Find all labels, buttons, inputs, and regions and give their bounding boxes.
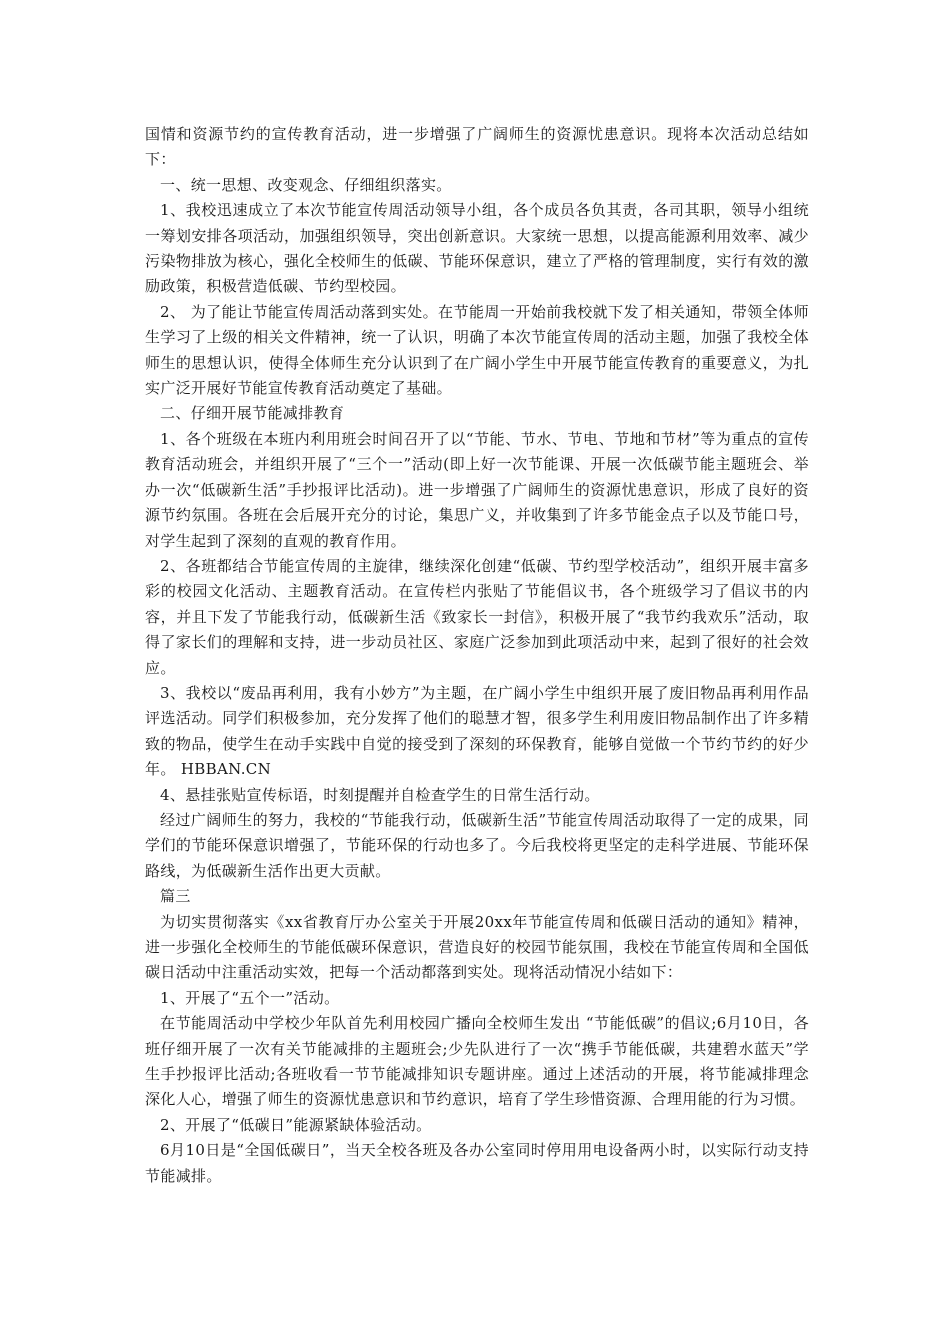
paragraph-2-3: 3、我校以“废品再利用，我有小妙方”为主题，在广阔小学生中组织开展了废旧物品再利用作品评选活动。同学们积极参加，充分发挥了他们的聪慧才智，很多学生利用废旧物品制作出了许多精致的物品，使学生在动手实践中自觉的接受到了深刻的环保教育，能够自觉做一个节约节约的好少年。 HBBAN.CN	[145, 683, 809, 779]
section-heading-1: 一、统一思想、改变观念、仔细组织落实。	[160, 175, 452, 194]
paragraph-1-1: 1、我校迅速成立了本次节能宣传周活动领导小组，各个成员各负其责，各司其职，领导小组统一筹划安排各项活动，加强组织领导，突出创新意识。大家统一思想，以提高能源利用效率、减少污染物排放为核心，强化全校师生的低碳、节能环保意识，建立了严格的管理制度，实行有效的激励政策，积极营造低碳、节约型校园。	[145, 201, 809, 296]
paragraph-part3-item-2: 2、开展了“低碳日”能源紧缺体验活动。	[160, 1115, 432, 1134]
document-body	[145, 122, 809, 1189]
paragraph-part3-intro: 为切实贯彻落实《xx省教育厅办公室关于开展20xx年节能宣传周和低碳日活动的通知》精神，进一步强化全校师生的节能低碳环保意识，营造良好的校园节能氛围，我校在节能宣传周和全国低碳日活动中注重活动实效，把每一个活动都落到实处。现将活动情况小结如下：	[145, 912, 809, 982]
paragraph-part3-item-2-body: 6月10日是“全国低碳日”，当天全校各班及各办公室同时停用用电设备两小时，以实际行动支持节能减排。	[145, 1141, 809, 1185]
paragraph-intro-continued: 国情和资源节约的宣传教育活动，进一步增强了广阔师生的资源忧患意识。现将本次活动总结如下：	[145, 125, 809, 169]
section-heading-2: 二、仔细开展节能减排教育	[160, 404, 345, 423]
paragraph-conclusion: 经过广阔师生的努力，我校的“节能我行动，低碳新生活”节能宣传周活动取得了一定的成果，同学们的节能环保意识增强了，节能环保的行动也多了。今后我校将更坚定的走科学进展、节能环保路线，为低碳新生活作出更大贡献。	[145, 810, 809, 880]
paragraph-2-1: 1、各个班级在本班内利用班会时间召开了以“节能、节水、节电、节地和节材”等为重点的宣传教育活动班会，并组织开展了“三个一”活动(即上好一次节能课、开展一次低碳节能主题班会、举办一次“低碳新生活”手抄报评比活动)。进一步增强了广阔师生的资源忧患意识，形成了良好的资源节约氛围。各班在会后展开充分的讨论，集思广义，并收集到了许多节能金点子以及节能口号，对学生起到了深刻的直观的教育作用。	[145, 429, 809, 550]
part-heading-3: 篇三	[160, 887, 191, 906]
paragraph-part3-item-1: 1、开展了“五个一”活动。	[160, 988, 340, 1007]
paragraph-2-2: 2、各班都结合节能宣传周的主旋律，继续深化创建“低碳、节约型学校活动”，组织开展丰富多彩的校园文化活动、主题教育活动。在宣传栏内张贴了节能倡议书，各个班级学习了倡议书的内容，并且下发了节能我行动，低碳新生活《致家长一封信》，积极开展了“我节约我欢乐”活动，取得了家长们的理解和支持，进一步动员社区、家庭广泛参加到此项活动中来，起到了很好的社会效应。	[145, 556, 809, 677]
paragraph-1-2: 2、 为了能让节能宣传周活动落到实处。在节能周一开始前我校就下发了相关通知，带领全体师生学习了上级的相关文件精神，统一了认识，明确了本次节能宣传周的活动主题，加强了我校全体师生的思想认识，使得全体师生充分认识到了在广阔小学生中开展节能宣传教育的重要意义，为扎实广泛开展好节能宣传教育活动奠定了基础。	[145, 302, 809, 398]
paragraph-part3-item-1-body: 在节能周活动中学校少年队首先利用校园广播向全校师生发出 “节能低碳”的倡议;6月10日，各班仔细开展了一次有关节能减排的主题班会;少先队进行了一次“携手节能低碳，共建碧水蓝天”学生手抄报评比活动;各班收看一节节能减排知识专题讲座。通过上述活动的开展，将节能减排理念深化人心，增强了师生的资源忧患意识和节约意识，培育了学生珍惜资源、合理用能的行为习惯。	[145, 1014, 809, 1109]
paragraph-2-4: 4、悬挂张贴宣传标语，时刻提醒并自检查学生的日常生活行动。	[160, 785, 600, 804]
